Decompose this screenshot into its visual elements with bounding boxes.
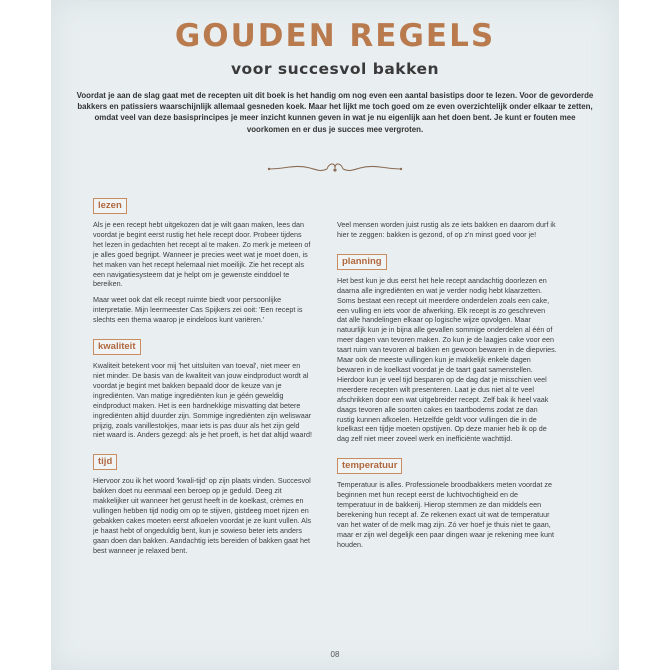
kwaliteit-paragraph: Kwaliteit betekent voor mij 'het uitsluiten van toeval', niet meer en niet minder. De basis van de kwaliteit van jouw eindproduct wordt al voordat je begint met bakken bepaald door de keuze van je ingrediënten. Van matige ingrediënten kun je géén geweldig eindproduct maken. Het is een hardnekkige misvatting dat betere ingrediënten altijd duurder zijn. Sommige ingrediënten zijn weliswaar prijzig, zoals vanillestokjes, maar iets is pas duur als het zijn geld niet waard is. Anders gezegd: als je het proeft, is het dat altijd waard! [93,361,312,440]
section-heading-temperatuur: temperatuur [337,458,402,474]
section-heading-tijd: tijd [93,454,117,470]
flourish-divider-icon [265,160,405,176]
right-column [337,195,557,550]
right-intro-paragraph: Veel mensen worden juist rustig als ze iets bakken en daarom durf ik hier te zeggen: bakken is gezond, of op z'n minst goed voor je! [337,220,556,239]
section-heading-planning: planning [337,254,387,270]
lezen-paragraph-1: Als je een recept hebt uitgekozen dat je wilt gaan maken, lees dan voordat je begint eerst rustig het hele recept door. Probeer tijdens het lezen in gedachten het recept al te maken. Zo merk je meteen of je alles goed begrijpt. Wanneer je precies weet wat je moet doen, is het maken van het recept helemaal niet moeilijk. Zie het recept als een navigatiesysteem dat je helpt om je gewenste einddoel te bereiken. [93,220,311,289]
book-page [51,0,619,670]
section-heading-kwaliteit: kwaliteit [93,339,141,355]
lezen-paragraph-2: Maar weet ook dat elk recept ruimte biedt voor persoonlijke interpretatie. Mijn leermeester Cas Spijkers zei ooit: 'Een recept is slechts een thema waarop je eindeloos kunt variëren.' [93,295,303,325]
left-column [93,195,313,556]
page-subtitle: voor succesvol bakken [230,60,440,78]
planning-paragraph: Het best kun je dus eerst het hele recept aandachtig doorlezen en daarna alle ingrediënten en wat je verder nodig hebt klaarzetten. Soms bestaat een recept uit meerdere onderdelen zoals een cake, een vulling en iets voor de afwerking. Elk recept is zo geschreven dat alle handelingen elkaar op logische wijze opvolgen. Maar natuurlijk kun je in bijna alle gevallen sommige onderdelen al één of meer dagen van tevoren maken. Zo kun je de laagjes cake voor een taart ruim van tevoren al bakken en gewoon bewaren in de diepvries. Maar ook de meeste vullingen kun je makkelijk enkele dagen bewaren in de koelkast voordat je de taart gaat samenstellen. Hierdoor kun je veel tijd besparen op de dag dat je misschien veel meerdere recepten wilt presenteren. Laat je dus niet al te veel afschrikken door een wat uitgebreider recept. Zelf bak ik heel vaak daags tevoren alle soorten cakes en taartbodems zodat ze dan rustig kunnen afkoelen. Hetzelfde geldt voor vullingen die in de koelkast een tijdje moeten opstijven. Op deze manier heb ik op de dag zelf niet meer zoveel werk en inefficiënte wachttijd. [337,275,557,444]
tijd-paragraph: Hiervoor zou ik het woord 'kwali-tijd' op zijn plaats vinden. Succesvol bakken doet nu eenmaal een beroep op je geduld. Deeg zit makkelijker uit wanneer het gerust heeft in de koelkast, crèmes en vullingen hebben tijd nodig om op te stijven, gistdeeg moet rijzen en gebakken cakes moeten eerst afkoelen voordat je ze kunt vullen. Als je haast hebt of ongeduldig bent, kun je sowieso beter iets anders gaan doen dan bakken. Aandachtig iets bereiden of bakken gaat het best wanneer je relaxed bent. [93,476,312,555]
page-number: 08 [330,650,340,659]
intro-paragraph: Voordat je aan de slag gaat met de recepten uit dit boek is het handig om nog even een aantal basistips door te lezen. Voor de gevorderde bakkers en patissiers waarschijnlijk allemaal gesneden koek. Maar het lijkt me toch goed om ze even overzichtelijk onder elkaar te zetten, omdat veel van deze basisprincipes je meer inzicht kunnen geven in wat je nu eigenlijk aan het doen bent. Je kunt er fouten mee voorkomen en er dus je succes mee vergroten. [76,91,594,134]
temperatuur-paragraph: Temperatuur is alles. Professionele broodbakkers meten voordat ze beginnen met hun recept eerst de luchtvochtigheid en de temperatuur in de bakkerij. Hierop stemmen ze dan middels een berekening hun recept af. Ze rekenen exact uit wat de temperatuur van het water of de melk mag zijn. Zó ver hoef je thuis niet te gaan, maar er zijn wel degelijk een paar dingen waar je rekening mee kunt houden. [337,480,554,549]
page-title: GOUDEN REGELS [174,18,496,54]
section-heading-lezen: lezen [93,198,127,214]
